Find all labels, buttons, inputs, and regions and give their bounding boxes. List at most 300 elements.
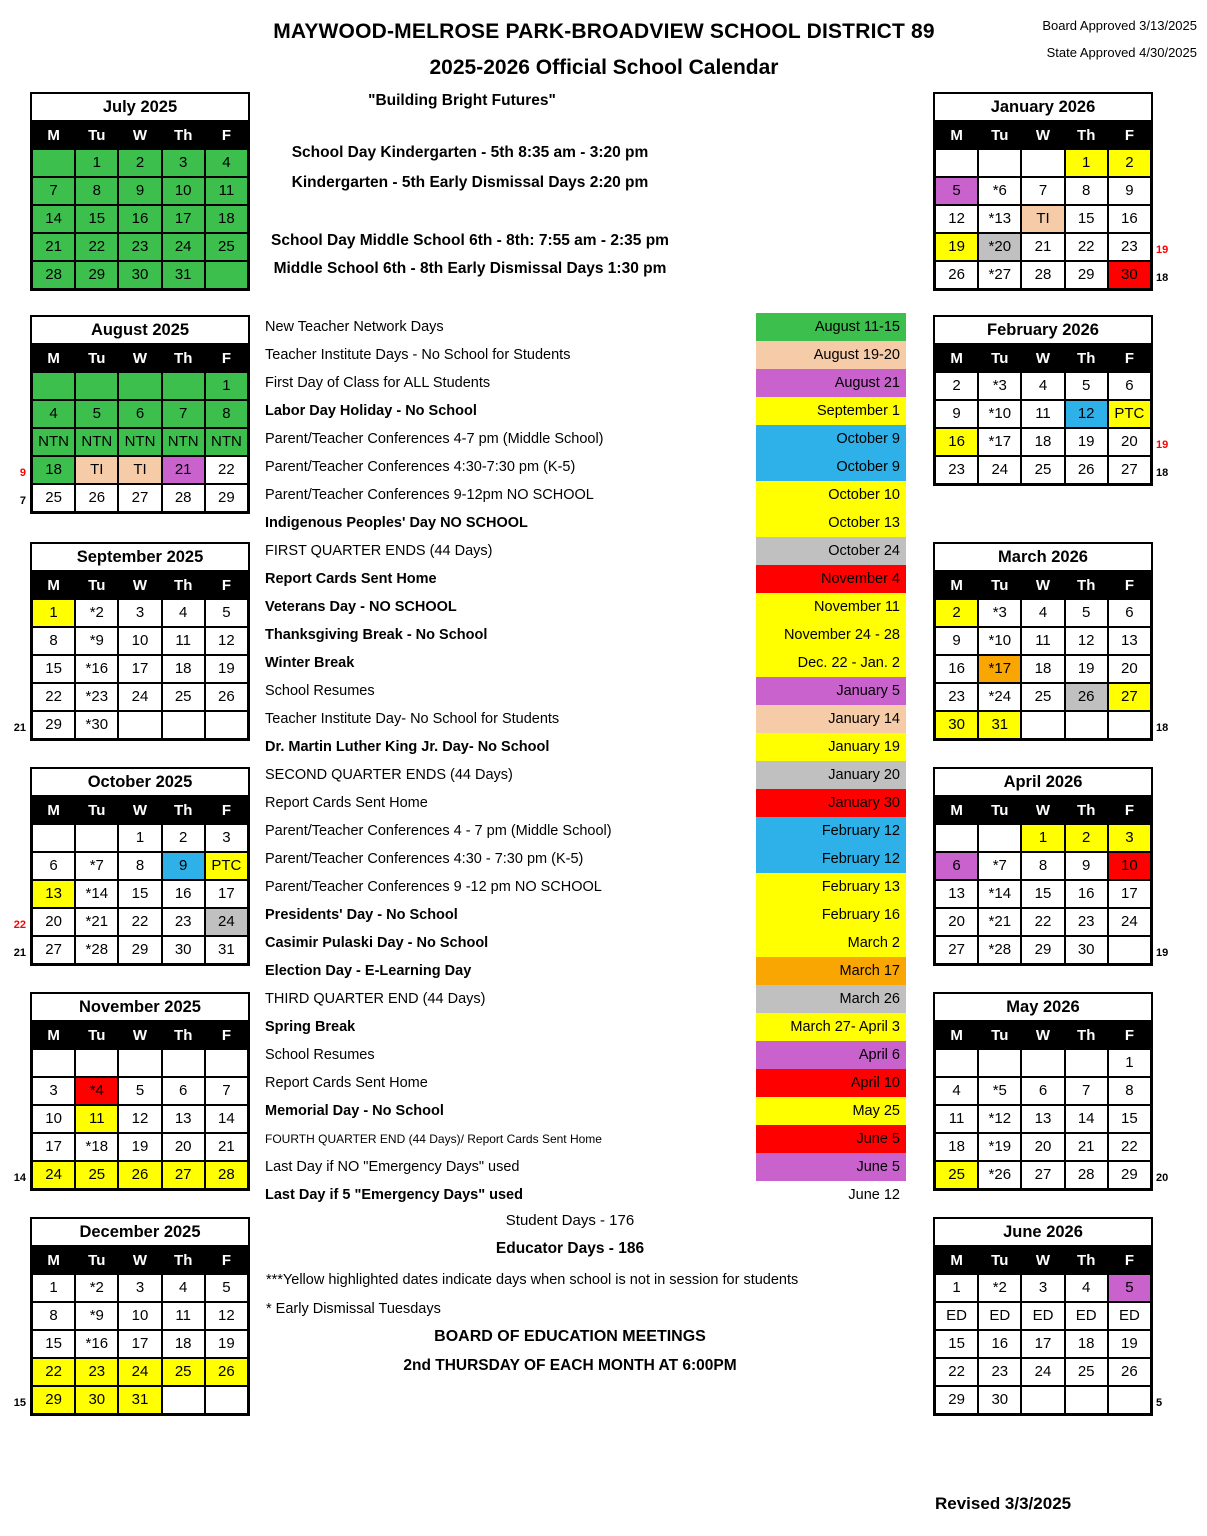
- day-cell: 1: [1065, 149, 1108, 177]
- legend-label: First Day of Class for ALL Students: [265, 375, 491, 391]
- day-cell: 20: [162, 1133, 205, 1161]
- weekday-header: M: [32, 1247, 75, 1274]
- kindergarten-early-dismissal-hours: Kindergarten - 5th Early Dismissal Days 2:20 pm: [291, 174, 649, 191]
- day-cell: 28: [162, 484, 205, 512]
- day-cell: 26: [75, 484, 118, 512]
- day-cell: 21: [205, 1133, 248, 1161]
- legend-label: Last Day if 5 "Emergency Days" used: [265, 1187, 523, 1203]
- legend-row: [0, 1097, 1207, 1125]
- day-cell: 23: [1065, 908, 1108, 936]
- day-cell: 18: [935, 1133, 978, 1161]
- day-cell: 6: [935, 852, 978, 880]
- day-cell: TI: [75, 456, 118, 484]
- day-cell: 23: [935, 683, 978, 711]
- day-cell: 14: [32, 205, 75, 233]
- month-title: April 2026: [933, 767, 1153, 795]
- weekday-header: M: [935, 797, 978, 824]
- day-cell: 6: [162, 1077, 205, 1105]
- weekday-header: Th: [1065, 1022, 1108, 1049]
- legend-row: [0, 537, 1207, 565]
- day-cell: *12: [978, 1105, 1021, 1133]
- legend-row: [0, 397, 1207, 425]
- day-cell: 21: [162, 456, 205, 484]
- weekday-header: F: [205, 1247, 248, 1274]
- day-cell: 19: [1065, 655, 1108, 683]
- day-cell: 26: [205, 1358, 248, 1386]
- day-cell: 25: [75, 1161, 118, 1189]
- weekday-header: F: [1108, 1247, 1151, 1274]
- weekday-header: W: [1021, 797, 1064, 824]
- day-cell: 10: [32, 1105, 75, 1133]
- day-cell: 8: [1021, 852, 1064, 880]
- legend-row: [0, 733, 1207, 761]
- day-cell: 15: [32, 1330, 75, 1358]
- legend-row: [0, 425, 1207, 453]
- yellow-highlight-note: ***Yellow highlighted dates indicate days when school is not in session for students: [266, 1272, 799, 1288]
- day-cell: 29: [1065, 261, 1108, 289]
- day-cell: 12: [935, 205, 978, 233]
- day-cell: 6: [118, 400, 161, 428]
- day-cell: 15: [118, 880, 161, 908]
- day-cell: 17: [118, 655, 161, 683]
- weekday-header: W: [1021, 122, 1064, 149]
- board-meetings-schedule: 2nd THURSDAY OF EACH MONTH AT 6:00PM: [403, 1357, 737, 1374]
- day-cell: 24: [118, 683, 161, 711]
- day-cell: 10: [118, 1302, 161, 1330]
- day-cell: 30: [1065, 936, 1108, 964]
- day-cell: 28: [32, 261, 75, 289]
- day-cell: 18: [1021, 655, 1064, 683]
- day-count-annotation: 21: [13, 947, 26, 959]
- day-cell: 12: [1065, 627, 1108, 655]
- weekday-header: F: [205, 797, 248, 824]
- day-cell: 15: [1108, 1105, 1151, 1133]
- weekday-header: Th: [162, 1022, 205, 1049]
- legend-row: [0, 705, 1207, 733]
- day-cell: PTC: [1108, 400, 1151, 428]
- day-cell: 16: [978, 1330, 1021, 1358]
- legend-row: [0, 649, 1207, 677]
- student-days-count: Student Days - 176: [505, 1212, 635, 1229]
- day-cell: *27: [978, 261, 1021, 289]
- day-cell: 27: [118, 484, 161, 512]
- legend-date-box: October 13: [756, 509, 906, 537]
- legend-row: [0, 481, 1207, 509]
- legend-row: [0, 453, 1207, 481]
- legend-label: Winter Break: [265, 655, 355, 671]
- legend-label: Indigenous Peoples' Day NO SCHOOL: [265, 515, 528, 531]
- day-cell: 15: [75, 205, 118, 233]
- legend-row: [0, 929, 1207, 957]
- legend-row: [0, 873, 1207, 901]
- weekday-header: M: [32, 572, 75, 599]
- legend-date-box: May 25: [756, 1097, 906, 1125]
- day-cell: 27: [1021, 1161, 1064, 1189]
- day-cell: 31: [978, 711, 1021, 739]
- day-cell: 8: [1108, 1077, 1151, 1105]
- day-cell: 8: [32, 627, 75, 655]
- legend-label: Parent/Teacher Conferences 4-7 pm (Middle School): [265, 431, 604, 447]
- legend-row: [0, 677, 1207, 705]
- month-title: March 2026: [933, 542, 1153, 570]
- day-cell: *2: [75, 1274, 118, 1302]
- day-cell: 22: [935, 1358, 978, 1386]
- day-cell: 1: [32, 599, 75, 627]
- day-cell: 21: [1021, 233, 1064, 261]
- day-cell: 3: [205, 824, 248, 852]
- day-cell: *30: [75, 711, 118, 739]
- weekday-header: Tu: [75, 1247, 118, 1274]
- weekday-header: Th: [162, 345, 205, 372]
- day-cell: 5: [118, 1077, 161, 1105]
- day-cell: 23: [935, 456, 978, 484]
- day-count-annotation: 5: [1156, 1397, 1163, 1409]
- day-cell: 23: [1108, 233, 1151, 261]
- day-cell: *20: [978, 233, 1021, 261]
- weekday-header: Th: [1065, 345, 1108, 372]
- weekday-header: Tu: [978, 1022, 1021, 1049]
- day-cell: 28: [1065, 1161, 1108, 1189]
- revised-date: Revised 3/3/2025: [935, 1494, 1072, 1513]
- day-cell: 30: [935, 711, 978, 739]
- day-cell: 9: [1065, 852, 1108, 880]
- day-cell: 4: [32, 400, 75, 428]
- day-cell: 6: [1021, 1077, 1064, 1105]
- day-cell: 12: [118, 1105, 161, 1133]
- day-cell: 31: [205, 936, 248, 964]
- day-cell: 23: [978, 1358, 1021, 1386]
- day-cell: *21: [75, 908, 118, 936]
- legend-date-box: June 12: [848, 1187, 900, 1203]
- weekday-header: M: [32, 797, 75, 824]
- day-cell: 3: [1021, 1274, 1064, 1302]
- day-cell: 24: [118, 1358, 161, 1386]
- legend-row: [0, 1153, 1207, 1181]
- legend-label: SECOND QUARTER ENDS (44 Days): [265, 767, 513, 783]
- day-cell: 8: [118, 852, 161, 880]
- month-title: December 2025: [30, 1217, 250, 1245]
- day-cell: 24: [205, 908, 248, 936]
- day-cell: 27: [32, 936, 75, 964]
- legend-date-box: August 11-15: [756, 313, 906, 341]
- day-cell: 19: [1065, 428, 1108, 456]
- weekday-header: Th: [1065, 1247, 1108, 1274]
- day-cell: 7: [32, 177, 75, 205]
- legend-date-box: June 5: [756, 1153, 906, 1181]
- day-cell: 22: [118, 908, 161, 936]
- day-cell: 19: [935, 233, 978, 261]
- day-cell: 29: [32, 1386, 75, 1414]
- day-cell: 21: [32, 233, 75, 261]
- legend-label: Report Cards Sent Home: [265, 571, 437, 587]
- month-title: September 2025: [30, 542, 250, 570]
- legend-date-box: January 20: [756, 761, 906, 789]
- day-cell: 8: [75, 177, 118, 205]
- legend-row: [0, 621, 1207, 649]
- legend-date-box: November 11: [756, 593, 906, 621]
- day-cell: *14: [978, 880, 1021, 908]
- day-cell: 6: [32, 852, 75, 880]
- calendar-title: 2025-2026 Official School Calendar: [429, 56, 779, 79]
- day-cell: *3: [978, 599, 1021, 627]
- day-cell: 5: [75, 400, 118, 428]
- day-cell: *16: [75, 655, 118, 683]
- legend-date-box: January 5: [756, 677, 906, 705]
- legend-label: FIRST QUARTER ENDS (44 Days): [265, 543, 493, 559]
- day-cell: *9: [75, 627, 118, 655]
- legend-label: Dr. Martin Luther King Jr. Day- No School: [265, 739, 550, 755]
- month-title: February 2026: [933, 315, 1153, 343]
- day-cell: *4: [75, 1077, 118, 1105]
- weekday-header: M: [935, 1247, 978, 1274]
- day-cell: 5: [205, 599, 248, 627]
- day-cell: 18: [162, 1330, 205, 1358]
- day-cell: 5: [205, 1274, 248, 1302]
- day-cell: *26: [978, 1161, 1021, 1189]
- day-cell: NTN: [32, 428, 75, 456]
- day-cell: 7: [1021, 177, 1064, 205]
- day-cell: 6: [1108, 372, 1151, 400]
- day-cell: 3: [162, 149, 205, 177]
- legend-row: [0, 985, 1207, 1013]
- weekday-header: F: [1108, 1022, 1151, 1049]
- day-cell: *18: [75, 1133, 118, 1161]
- weekday-header: Tu: [75, 122, 118, 149]
- day-cell: 4: [162, 599, 205, 627]
- day-cell: 8: [32, 1302, 75, 1330]
- legend-label: Spring Break: [265, 1019, 356, 1035]
- day-cell: 9: [935, 400, 978, 428]
- district-motto: "Building Bright Futures": [368, 92, 556, 109]
- legend-label: Memorial Day - No School: [265, 1103, 444, 1119]
- legend-date-box: February 12: [756, 845, 906, 873]
- day-cell: 16: [118, 205, 161, 233]
- day-cell: 24: [162, 233, 205, 261]
- weekday-header: F: [1108, 797, 1151, 824]
- legend-label: School Resumes: [265, 1047, 375, 1063]
- day-cell: 17: [1108, 880, 1151, 908]
- day-cell: 2: [118, 149, 161, 177]
- day-cell: 7: [162, 400, 205, 428]
- weekday-header: Tu: [75, 345, 118, 372]
- day-cell: 12: [1065, 400, 1108, 428]
- educator-days-count: Educator Days - 186: [495, 1240, 645, 1257]
- legend-row: [0, 369, 1207, 397]
- legend-date-box: March 27- April 3: [756, 1013, 906, 1041]
- legend-date-box: June 5: [756, 1125, 906, 1153]
- weekday-header: F: [1108, 122, 1151, 149]
- day-cell: ED: [978, 1302, 1021, 1330]
- weekday-header: Tu: [978, 1247, 1021, 1274]
- weekday-header: M: [32, 1022, 75, 1049]
- day-cell: 4: [935, 1077, 978, 1105]
- day-cell: 10: [162, 177, 205, 205]
- weekday-header: F: [1108, 345, 1151, 372]
- legend-row: [0, 845, 1207, 873]
- legend-label: Last Day if NO "Emergency Days" used: [265, 1159, 520, 1175]
- day-cell: 18: [1065, 1330, 1108, 1358]
- weekday-header: Th: [162, 1247, 205, 1274]
- day-cell: 20: [32, 908, 75, 936]
- legend-row: [0, 789, 1207, 817]
- day-cell: 30: [75, 1386, 118, 1414]
- day-cell: 29: [1108, 1161, 1151, 1189]
- day-cell: *17: [978, 655, 1021, 683]
- day-cell: 9: [1108, 177, 1151, 205]
- day-cell: 15: [1021, 880, 1064, 908]
- day-cell: 11: [162, 627, 205, 655]
- month-title: May 2026: [933, 992, 1153, 1020]
- day-cell: TI: [1021, 205, 1064, 233]
- legend-date-box: March 17: [756, 957, 906, 985]
- legend-label: THIRD QUARTER END (44 Days): [265, 991, 486, 1007]
- day-cell: ED: [935, 1302, 978, 1330]
- day-cell: 4: [1065, 1274, 1108, 1302]
- day-cell: 22: [75, 233, 118, 261]
- day-cell: 23: [75, 1358, 118, 1386]
- day-cell: *6: [978, 177, 1021, 205]
- day-cell: 13: [1021, 1105, 1064, 1133]
- day-cell: 22: [1065, 233, 1108, 261]
- legend-date-box: November 24 - 28: [756, 621, 906, 649]
- day-count-annotation: 19: [1156, 947, 1169, 959]
- day-cell: 26: [1108, 1358, 1151, 1386]
- day-cell: 1: [1108, 1049, 1151, 1077]
- legend-date-box: January 30: [756, 789, 906, 817]
- weekday-header: Tu: [978, 572, 1021, 599]
- day-cell: 4: [1021, 599, 1064, 627]
- legend-row: [0, 817, 1207, 845]
- day-cell: 28: [205, 1161, 248, 1189]
- legend-date-box: October 24: [756, 537, 906, 565]
- day-cell: 19: [1108, 1330, 1151, 1358]
- day-cell: *17: [978, 428, 1021, 456]
- weekday-header: Tu: [75, 572, 118, 599]
- day-cell: *10: [978, 400, 1021, 428]
- day-count-annotation: 19: [1156, 439, 1169, 451]
- day-cell: 26: [118, 1161, 161, 1189]
- weekday-header: Tu: [75, 797, 118, 824]
- middle-school-early-dismissal-hours: Middle School 6th - 8th Early Dismissal Days 1:30 pm: [273, 260, 667, 277]
- weekday-header: W: [1021, 1247, 1064, 1274]
- day-cell: 10: [1108, 852, 1151, 880]
- legend-label: Report Cards Sent Home: [265, 1075, 428, 1091]
- day-cell: 5: [935, 177, 978, 205]
- day-cell: 13: [32, 880, 75, 908]
- day-cell: 24: [32, 1161, 75, 1189]
- weekday-header: F: [205, 345, 248, 372]
- weekday-header: W: [1021, 572, 1064, 599]
- legend-date-box: August 21: [756, 369, 906, 397]
- legend-date-box: January 19: [756, 733, 906, 761]
- day-cell: 16: [162, 880, 205, 908]
- day-cell: 19: [118, 1133, 161, 1161]
- legend-label: Parent/Teacher Conferences 4 - 7 pm (Middle School): [265, 823, 612, 839]
- day-count-annotation: 7: [19, 495, 26, 507]
- weekday-header: Th: [1065, 572, 1108, 599]
- day-cell: TI: [118, 456, 161, 484]
- day-cell: 9: [935, 627, 978, 655]
- day-cell: 1: [118, 824, 161, 852]
- day-cell: 30: [118, 261, 161, 289]
- day-cell: 4: [205, 149, 248, 177]
- legend-label: Teacher Institute Day- No School for Students: [265, 711, 560, 727]
- weekday-header: Th: [162, 122, 205, 149]
- legend-row: [0, 1069, 1207, 1097]
- legend-date-box: April 6: [756, 1041, 906, 1069]
- day-cell: 31: [118, 1386, 161, 1414]
- day-cell: 7: [1065, 1077, 1108, 1105]
- day-count-annotation: 20: [1156, 1172, 1169, 1184]
- day-cell: 19: [205, 1330, 248, 1358]
- day-count-annotation: 15: [13, 1397, 26, 1409]
- day-cell: 15: [1065, 205, 1108, 233]
- early-dismissal-note: * Early Dismissal Tuesdays: [266, 1301, 441, 1317]
- day-count-annotation: 21: [13, 722, 26, 734]
- day-cell: 3: [118, 1274, 161, 1302]
- day-cell: 20: [935, 908, 978, 936]
- legend-row: [0, 509, 1207, 537]
- day-cell: NTN: [162, 428, 205, 456]
- day-cell: 24: [1021, 1358, 1064, 1386]
- day-cell: 25: [1021, 683, 1064, 711]
- weekday-header: M: [935, 1022, 978, 1049]
- legend-row: [0, 1181, 1207, 1209]
- day-cell: 4: [162, 1274, 205, 1302]
- day-cell: 17: [205, 880, 248, 908]
- day-cell: 11: [162, 1302, 205, 1330]
- day-cell: 14: [205, 1105, 248, 1133]
- day-cell: 25: [1021, 456, 1064, 484]
- weekday-header: M: [32, 345, 75, 372]
- day-cell: NTN: [75, 428, 118, 456]
- day-cell: 3: [32, 1077, 75, 1105]
- day-cell: 12: [205, 1302, 248, 1330]
- board-approved-date: Board Approved 3/13/2025: [1042, 18, 1197, 33]
- month-title: June 2026: [933, 1217, 1153, 1245]
- weekday-header: W: [1021, 345, 1064, 372]
- legend-row: [0, 313, 1207, 341]
- legend-label: Parent/Teacher Conferences 4:30-7:30 pm (K-5): [265, 459, 576, 475]
- day-cell: 29: [75, 261, 118, 289]
- day-cell: 28: [1021, 261, 1064, 289]
- day-cell: 25: [32, 484, 75, 512]
- weekday-header: Th: [1065, 797, 1108, 824]
- day-cell: 11: [75, 1105, 118, 1133]
- day-cell: 17: [162, 205, 205, 233]
- day-cell: 12: [205, 627, 248, 655]
- day-cell: 27: [1108, 456, 1151, 484]
- day-cell: 24: [978, 456, 1021, 484]
- district-title: MAYWOOD-MELROSE PARK-BROADVIEW SCHOOL DISTRICT 89: [273, 20, 935, 43]
- legend-label: Teacher Institute Days - No School for Students: [265, 347, 571, 363]
- day-cell: 1: [1021, 824, 1064, 852]
- day-cell: 3: [1108, 824, 1151, 852]
- legend-date-box: October 10: [756, 481, 906, 509]
- day-cell: 13: [162, 1105, 205, 1133]
- weekday-header: W: [118, 797, 161, 824]
- month-title: July 2025: [30, 92, 250, 120]
- day-cell: 26: [1065, 456, 1108, 484]
- day-cell: 22: [205, 456, 248, 484]
- legend-row: [0, 341, 1207, 369]
- legend-row: [0, 901, 1207, 929]
- weekday-header: Tu: [978, 122, 1021, 149]
- weekday-header: F: [205, 572, 248, 599]
- legend-row: [0, 761, 1207, 789]
- day-cell: 11: [1021, 400, 1064, 428]
- day-cell: *23: [75, 683, 118, 711]
